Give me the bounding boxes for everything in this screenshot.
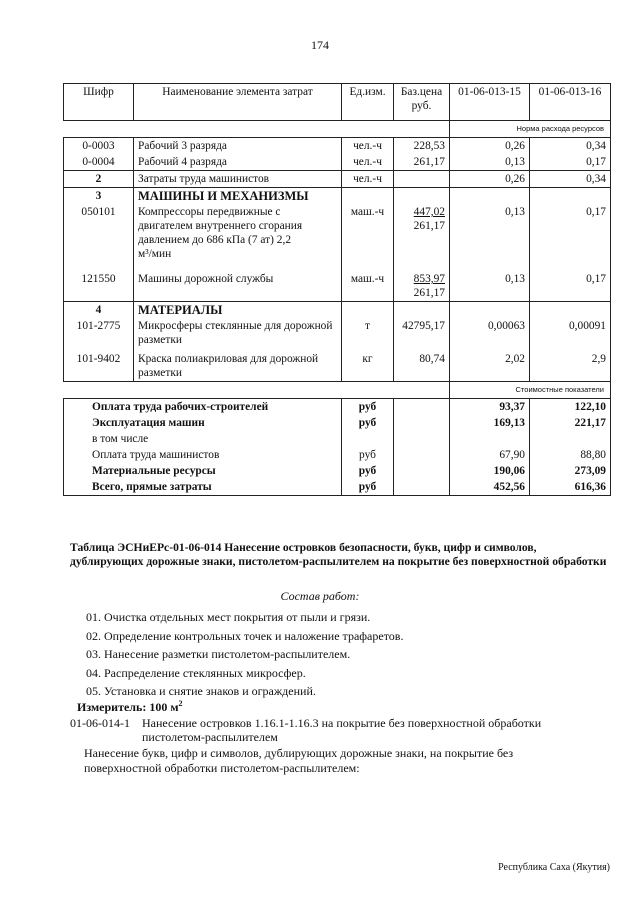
page-number: 174: [311, 38, 329, 52]
cost-row-value-15: [450, 431, 530, 447]
row-name: Рабочий 4 разряда: [134, 154, 342, 171]
row-value-16: 0,17: [530, 154, 611, 171]
footer-region: Республика Саха (Якутия): [498, 862, 610, 873]
row-unit: чел.-ч: [342, 138, 394, 155]
row-value-16: 0,00091: [530, 318, 611, 348]
row-unit: чел.-ч: [342, 154, 394, 171]
list-item: 04. Распределение стеклянных микросфер.: [86, 665, 306, 680]
row-value-16: 0,17: [530, 204, 611, 262]
cost-row-value-16: [530, 431, 611, 447]
row-code: 050101: [64, 204, 134, 262]
item-code: 01-06-014-1: [70, 716, 130, 730]
section-number: 3: [64, 188, 134, 205]
operations-list: [86, 608, 403, 701]
cost-row-unit: [342, 431, 394, 447]
row-value-15: 0,26: [450, 171, 530, 188]
cost-row-value-16: 616,36: [530, 479, 611, 496]
cost-row-value-16: 122,10: [530, 399, 611, 416]
row-unit: чел.-ч: [342, 171, 394, 188]
row-name: Краска полиакриловая для дорожной разметки: [134, 348, 342, 382]
row-name: Компрессоры передвижные с двигателем внутреннего сгорания давлением до 686 кПа (7 ат) 2,2 м³/мин: [134, 204, 342, 262]
section-title: МАШИНЫ И МЕХАНИЗМЫ: [134, 188, 342, 205]
cost-row-unit: руб: [342, 447, 394, 463]
cost-row-label: Оплата труда машинистов: [64, 447, 342, 463]
row-price: 228,53: [394, 138, 450, 155]
header-col-15: 01-06-013-15: [450, 84, 530, 121]
cost-row-value-15: 67,90: [450, 447, 530, 463]
cost-row: [64, 399, 611, 416]
header-unit: Ед.изм.: [342, 84, 394, 121]
cost-row-label: Всего, прямые затраты: [64, 479, 342, 496]
cost-row: [64, 431, 611, 447]
row-value-16: 0,17: [530, 262, 611, 302]
row-price: 853,97 261,17: [394, 262, 450, 302]
cost-row-unit: руб: [342, 399, 394, 416]
cost-row-unit: руб: [342, 479, 394, 496]
table-row: [64, 262, 611, 302]
cost-row-value-15: 169,13: [450, 415, 530, 431]
measurer: Измеритель: 100 $м^2$: [77, 699, 183, 714]
row-name: Затраты труда машинистов: [134, 171, 342, 188]
cost-row-value-15: 452,56: [450, 479, 530, 496]
cost-row-value-16: 88,80: [530, 447, 611, 463]
row-value-15: 0,26: [450, 138, 530, 155]
note-text: Нанесение букв, цифр и символов, дублирующих дорожные знаки, на покрытие без поверхностной обработки пистолетом-распылителем:: [84, 746, 514, 775]
row-code: 0-0004: [64, 154, 134, 171]
item-row: [70, 716, 610, 744]
list-item: 05. Установка и снятие знаков и ограждений.: [86, 684, 316, 698]
cost-row-label: Оплата труда рабочих-строителей: [64, 399, 342, 416]
list-item: 02. Определение контрольных точек и наложение трафаретов.: [86, 628, 404, 643]
row-price: 261,17: [394, 154, 450, 171]
cost-row-unit: руб: [342, 415, 394, 431]
section-number: 4: [64, 302, 134, 319]
cost-row-label: в том числе: [64, 431, 342, 447]
section-title: МАТЕРИАЛЫ: [134, 302, 342, 319]
cost-row-value-16: 273,09: [530, 463, 611, 479]
row-code: 2: [64, 171, 134, 188]
row-name: Рабочий 3 разряда: [134, 138, 342, 155]
row-name: Машины дорожной службы: [134, 262, 342, 302]
cost-row-label: Эксплуатация машин: [64, 415, 342, 431]
row-value-15: 0,13: [450, 154, 530, 171]
table-row: [64, 204, 611, 262]
row-price: 42795,17: [394, 318, 450, 348]
table-row: [64, 154, 611, 171]
row-value-16: 0,34: [530, 138, 611, 155]
table-row: [64, 348, 611, 382]
row-unit: маш.-ч: [342, 204, 394, 262]
resource-table: [63, 83, 611, 496]
cost-row: [64, 447, 611, 463]
row-value-15: 0,00063: [450, 318, 530, 348]
row-name: Микросферы стеклянные для дорожной разметки: [134, 318, 342, 348]
list-item: 01. Очистка отдельных мест покрытия от пыли и грязи.: [86, 610, 371, 624]
header-code: Шифр: [64, 84, 134, 121]
row-code: 121550: [64, 262, 134, 302]
cost-label: Стоимостные показатели: [450, 382, 611, 399]
cost-row-unit: руб: [342, 463, 394, 479]
header-price: Баз.цена руб.: [394, 84, 450, 121]
cost-row: [64, 415, 611, 431]
row-code: 101-9402: [64, 348, 134, 382]
section-row: [64, 302, 611, 319]
cost-row-value-15: 190,06: [450, 463, 530, 479]
cost-row-label: Материальные ресурсы: [64, 463, 342, 479]
cost-row-value-15: 93,37: [450, 399, 530, 416]
cost-row: [64, 479, 611, 496]
row-value-16: 2,9: [530, 348, 611, 382]
row-code: 101-2775: [64, 318, 134, 348]
row-code: 0-0003: [64, 138, 134, 155]
section-row: [64, 188, 611, 205]
work-composition-label: Состав работ:: [280, 589, 360, 603]
header-name: Наименование элемента затрат: [134, 84, 342, 121]
row-unit: т: [342, 318, 394, 348]
table-row: [64, 318, 611, 348]
row-value-15: 2,02: [450, 348, 530, 382]
cost-row: [64, 463, 611, 479]
row-value-15: 0,13: [450, 204, 530, 262]
item-description: Нанесение островков 1.16.1-1.16.3 на покрытие без поверхностной обработки пистолетом-распылителем: [142, 716, 542, 744]
table-row: [64, 171, 611, 188]
row-price: 447,02 261,17: [394, 204, 450, 262]
row-unit: кг: [342, 348, 394, 382]
cost-row-value-16: 221,17: [530, 415, 611, 431]
next-table-title: Таблица ЭСНиЕРс-01-06-014 Нанесение островков безопасности, букв, цифр и символов, дублирующих дорожные знаки, пистолетом-распылителем на покрытие без поверхностной обработки: [70, 541, 607, 568]
header-col-16: 01-06-013-16: [530, 84, 611, 121]
norm-label: Норма расхода ресурсов: [450, 121, 611, 138]
row-price: 80,74: [394, 348, 450, 382]
row-value-16: 0,34: [530, 171, 611, 188]
row-price: [394, 171, 450, 188]
row-value-15: 0,13: [450, 262, 530, 302]
list-item: 03. Нанесение разметки пистолетом-распылителем.: [86, 647, 351, 661]
table-row: [64, 138, 611, 155]
row-unit: маш.-ч: [342, 262, 394, 302]
table-header-row: [64, 84, 611, 121]
